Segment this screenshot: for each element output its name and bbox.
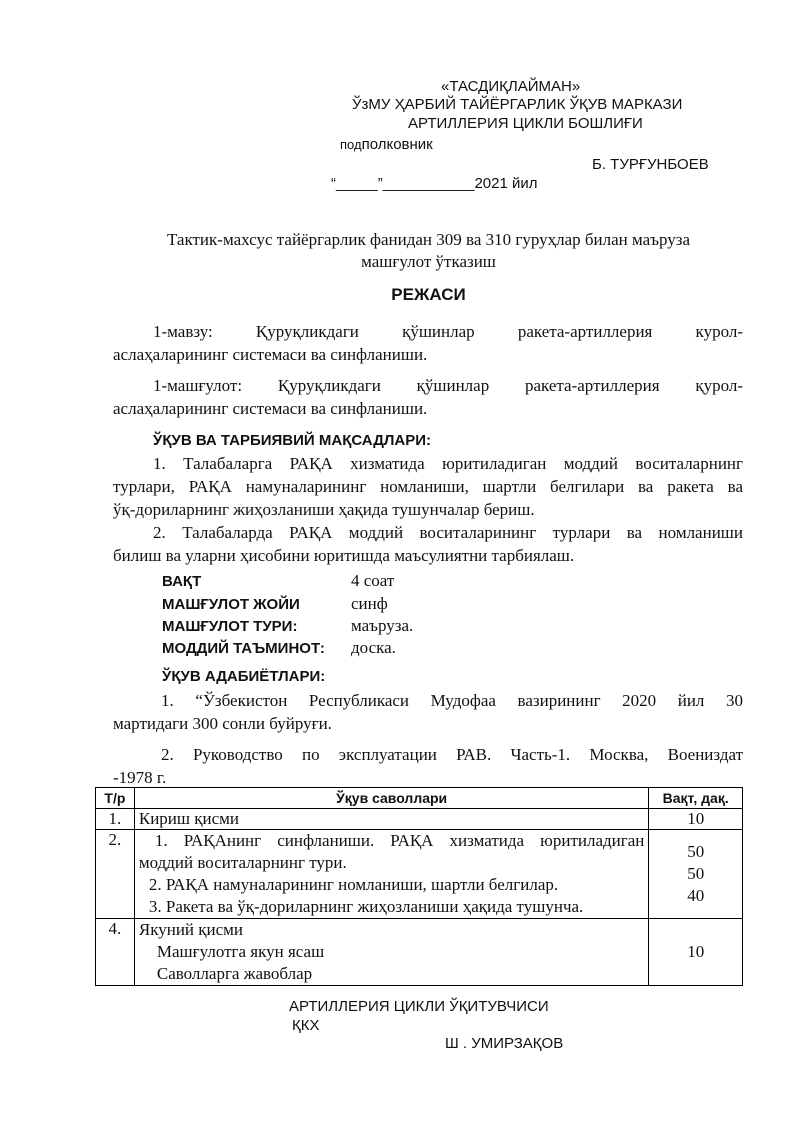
row-1-num: 1. [96, 809, 135, 830]
approval-org: ЎзМУ ҲАРБИЙ ТАЙЁРГАРЛИК ЎҚУВ МАРКАЗИ [352, 96, 683, 113]
literature-2-line1: 2. Руководство по эксплуатации РАВ. Часть-1. Москва, Воениздат [161, 745, 743, 764]
topic-line1: 1-мавзу: Қуруқликдаги қўшинлар ракета-артиллерия курол- [153, 322, 743, 341]
lesson-line1: 1-машғулот: Қуруқликдаги қўшинлар ракета-артиллерия қурол- [153, 376, 743, 395]
row-3-time: 10 [649, 919, 743, 986]
signature-name: Ш . УМИРЗАҚОВ [445, 1035, 564, 1052]
literature-header: ЎҚУВ АДАБИЁТЛАРИ: [162, 668, 326, 685]
row-2-time-2: 50 [687, 864, 705, 883]
approval-name: Б. ТУРҒУНБОЕВ [592, 156, 709, 173]
info-label-place: МАШҒУЛОТ ЖОЙИ [162, 596, 300, 613]
row-3-num: 4. [96, 919, 135, 986]
goal-1-line1: 1. Талабаларга РАҚА хизматида юритиладиган моддий воситаларнинг [153, 454, 743, 473]
row-3-line2: Машғулотга якун ясаш [156, 942, 325, 961]
topic-line2: аслаҳаларининг системаси ва синфланиши. [113, 345, 428, 364]
info-value-time: 4 соат [351, 571, 395, 590]
row-3-text [134, 919, 649, 986]
row-3-line3: Саволларга жавоблар [156, 964, 313, 983]
page-title: РЕЖАСИ [391, 285, 466, 304]
goal-2-line2: билиш ва уларни ҳисобини юритишда маъсулиятни тарбиялаш. [113, 546, 575, 565]
table-row [96, 830, 743, 919]
approval-position: АРТИЛЛЕРИЯ ЦИКЛИ БОШЛИҒИ [408, 115, 643, 132]
row-2-line4: 3. Ракета ва ўқ-дориларнинг жиҳозланиши ҳақида тушунча. [148, 897, 584, 916]
row-1-text: Кириш қисми [134, 809, 649, 830]
approval-rank [340, 136, 433, 154]
literature-1-line2: мартидаги 300 сонли буйруғи. [113, 714, 332, 733]
info-label-time: ВАҚТ [162, 573, 202, 590]
literature-1-line1: 1. “Ўзбекистон Республикаси Мудофаа вазирининг 2020 йил 30 [161, 691, 743, 710]
literature-list [113, 689, 743, 789]
row-2-line2: моддий воситаларнинг тури. [138, 853, 347, 872]
table-header-num: Т/р [96, 788, 135, 809]
goals-list [113, 452, 743, 567]
signature-unit: ҚКХ [292, 1017, 320, 1034]
approval-date: “_____”___________2021 йил [331, 175, 538, 192]
heading-line2: машғулот ўтказиш [361, 252, 496, 271]
info-value-supply: доска. [351, 638, 396, 657]
literature-2-line2: -1978 г. [113, 768, 167, 787]
topic-paragraph [113, 320, 743, 366]
goal-1-line2: турлари, РАҚА намуналарининг номланиши, шартли белгилари ва ракета ва [113, 477, 743, 496]
signature-position: АРТИЛЛЕРИЯ ЦИКЛИ ЎҚИТУВЧИСИ [289, 998, 549, 1015]
info-value-place: синф [351, 594, 388, 613]
info-value-type: маъруза. [351, 616, 414, 635]
row-3-line1: Якуний қисми [138, 920, 244, 939]
approval-rank-main: полковник [361, 136, 433, 153]
lesson-plan-table [95, 787, 743, 986]
row-2-line3: 2. РАҚА намуналарининг номланиши, шартли белгилар. [148, 875, 559, 894]
info-label-supply: МОДДИЙ ТАЪМИНОТ: [162, 640, 325, 657]
approval-title: «ТАСДИҚЛАЙМАН» [441, 78, 581, 95]
goals-header: ЎҚУВ ВА ТАРБИЯВИЙ МАҚСАДЛАРИ: [153, 432, 432, 449]
goal-2-line1: 2. Талабаларда РАҚА моддий воситаларининг турлари ва номланиши [153, 523, 743, 542]
table-row [96, 919, 743, 986]
table-header-questions: Ўқув саволлари [134, 788, 649, 809]
row-2-times [649, 830, 743, 919]
info-label-type: МАШҒУЛОТ ТУРИ: [162, 618, 298, 635]
row-2-text [134, 830, 649, 919]
row-2-line1: 1. РАҚАнинг синфланиши. РАҚА хизматида юритиладиган [154, 831, 645, 850]
table-header-row [96, 788, 743, 809]
approval-rank-prefix: под [340, 137, 362, 152]
row-2-num: 2. [96, 830, 135, 919]
table-header-time: Вақт, дақ. [649, 788, 743, 809]
table-row [96, 809, 743, 830]
row-2-time-3: 40 [687, 886, 705, 905]
goal-1-line3: ўқ-дориларнинг жиҳозланиши ҳақида тушунчалар бериш. [113, 500, 535, 519]
lesson-line2: аслаҳаларининг системаси ва синфланиши. [113, 399, 428, 418]
row-1-time: 10 [649, 809, 743, 830]
heading-line1: Тактик-махсус тайёргарлик фанидан 309 ва 310 гуруҳлар билан маъруза [166, 230, 691, 249]
row-2-time-1: 50 [687, 842, 705, 861]
lesson-paragraph [113, 374, 743, 420]
